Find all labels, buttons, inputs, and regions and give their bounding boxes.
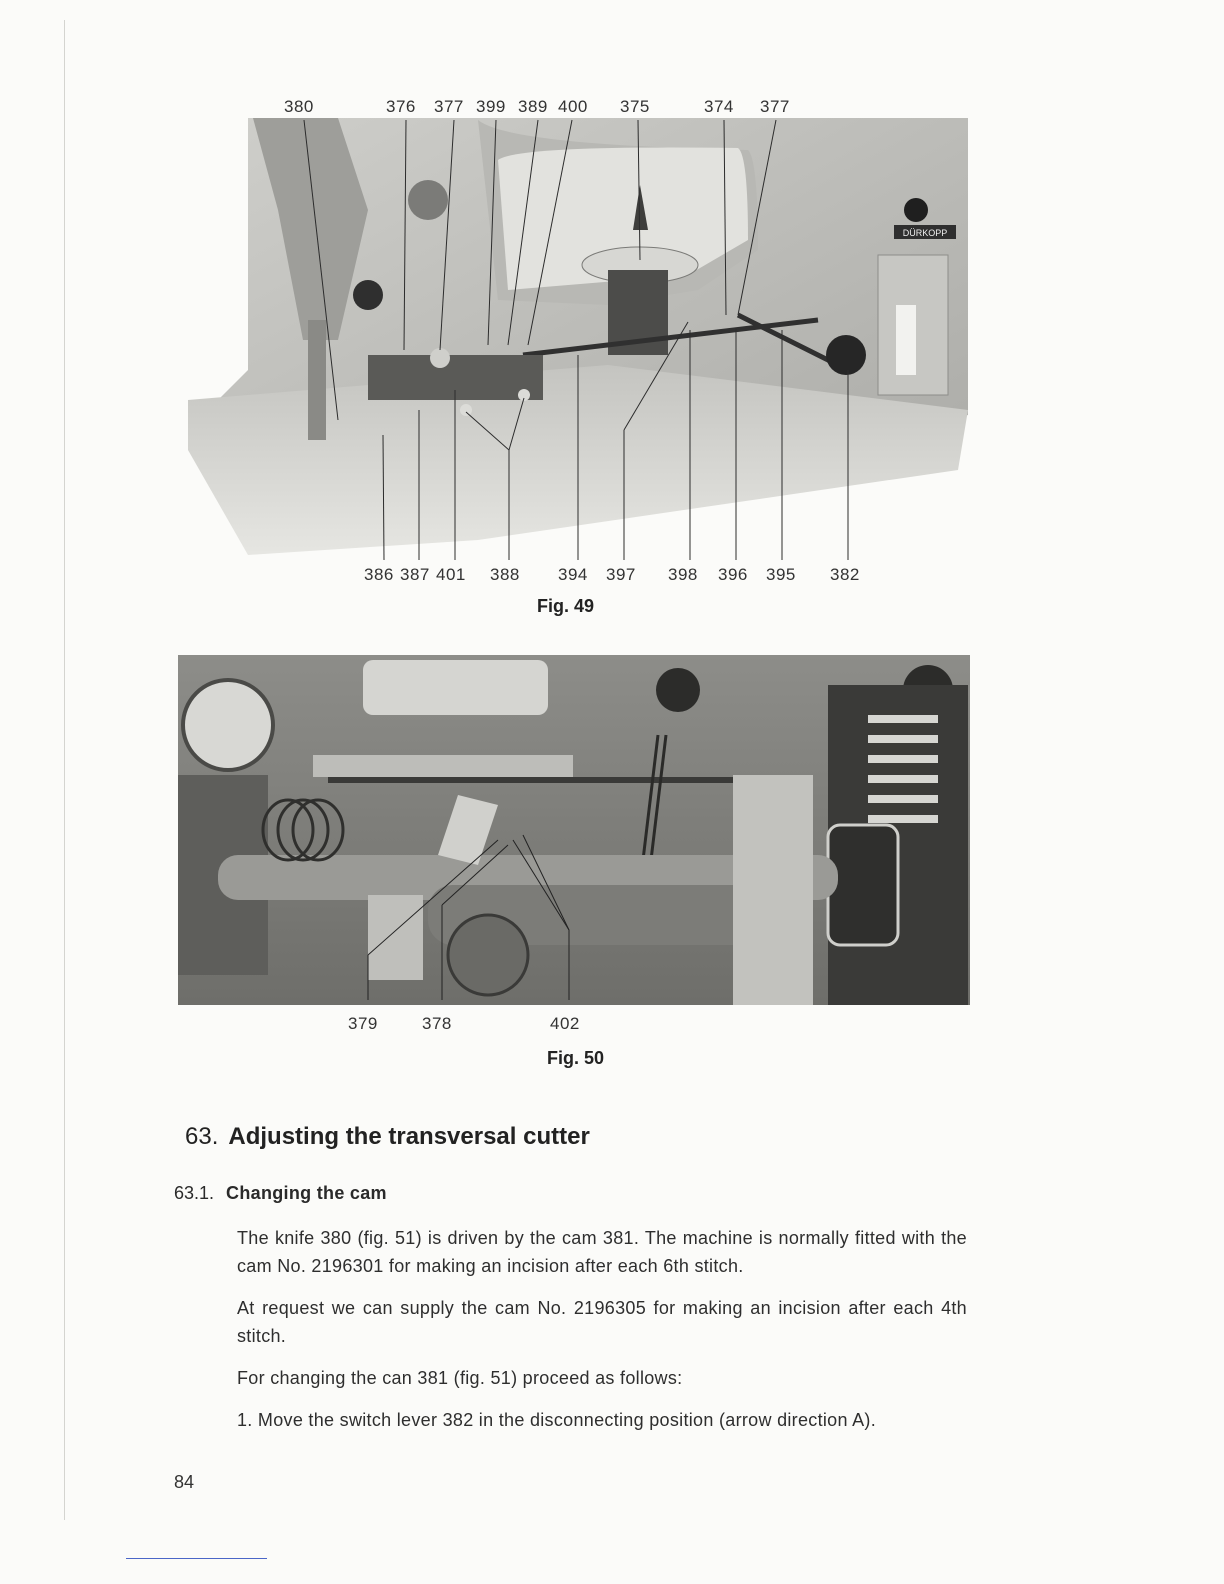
page-margin-line <box>64 20 65 1520</box>
callout-388: 388 <box>490 565 520 580</box>
callout-389: 389 <box>518 97 548 116</box>
brand-logo-emblem <box>904 198 928 222</box>
callout-377: 377 <box>434 97 464 116</box>
figure-49-caption: Fig. 49 <box>536 596 594 616</box>
subsection-number: 63.1. <box>174 1183 215 1203</box>
callout-395: 395 <box>766 565 796 580</box>
callout-398: 398 <box>668 565 698 580</box>
brand-logo-text: DÜRKOPP <box>902 228 948 238</box>
paragraph-procedure-intro: For changing the can 381 (fig. 51) proceed as follows: <box>237 1368 683 1388</box>
subsection-title: Changing the cam <box>226 1183 387 1203</box>
callout-396: 396 <box>718 565 748 580</box>
section-heading <box>185 1123 590 1151</box>
callout-376: 376 <box>386 97 416 116</box>
footer-rule <box>126 1558 267 1559</box>
callout-377-right: 377 <box>760 97 790 116</box>
callout-378: 378 <box>422 1014 452 1033</box>
figure-49-illustration <box>178 90 970 580</box>
figure-50 <box>178 655 970 1033</box>
callout-402: 402 <box>550 1014 580 1033</box>
section-number: 63. <box>185 1123 219 1150</box>
section-title: Adjusting the transversal cutter <box>228 1123 590 1150</box>
callout-397: 397 <box>606 565 636 580</box>
callout-401: 401 <box>436 565 466 580</box>
page-number: 84 <box>174 1472 195 1492</box>
callout-380: 380 <box>284 97 314 116</box>
callout-379: 379 <box>348 1014 378 1033</box>
paragraph-step-1: 1. Move the switch lever 382 in the disconnecting position (arrow direction A). <box>237 1410 877 1430</box>
paragraph-optional-cam: At request we can supply the cam No. 2196305 for making an incision after each 4th stitch. <box>237 1298 967 1346</box>
callout-382: 382 <box>830 565 860 580</box>
callout-375: 375 <box>620 97 650 116</box>
figure-49 <box>178 90 970 580</box>
subsection-heading <box>174 1183 387 1204</box>
callout-374: 374 <box>704 97 734 116</box>
callout-399: 399 <box>476 97 506 116</box>
callout-386: 386 <box>364 565 394 580</box>
figure-50-illustration <box>178 655 970 1040</box>
callout-394: 394 <box>558 565 588 580</box>
callout-400: 400 <box>558 97 588 116</box>
callout-387: 387 <box>400 565 430 580</box>
figure-50-caption: Fig. 50 <box>546 1048 604 1068</box>
paragraph-cam-description: The knife 380 (fig. 51) is driven by the cam 381. The machine is normally fitted with the cam No. 2196301 for making an incision after each 6th stitch. <box>237 1228 967 1276</box>
